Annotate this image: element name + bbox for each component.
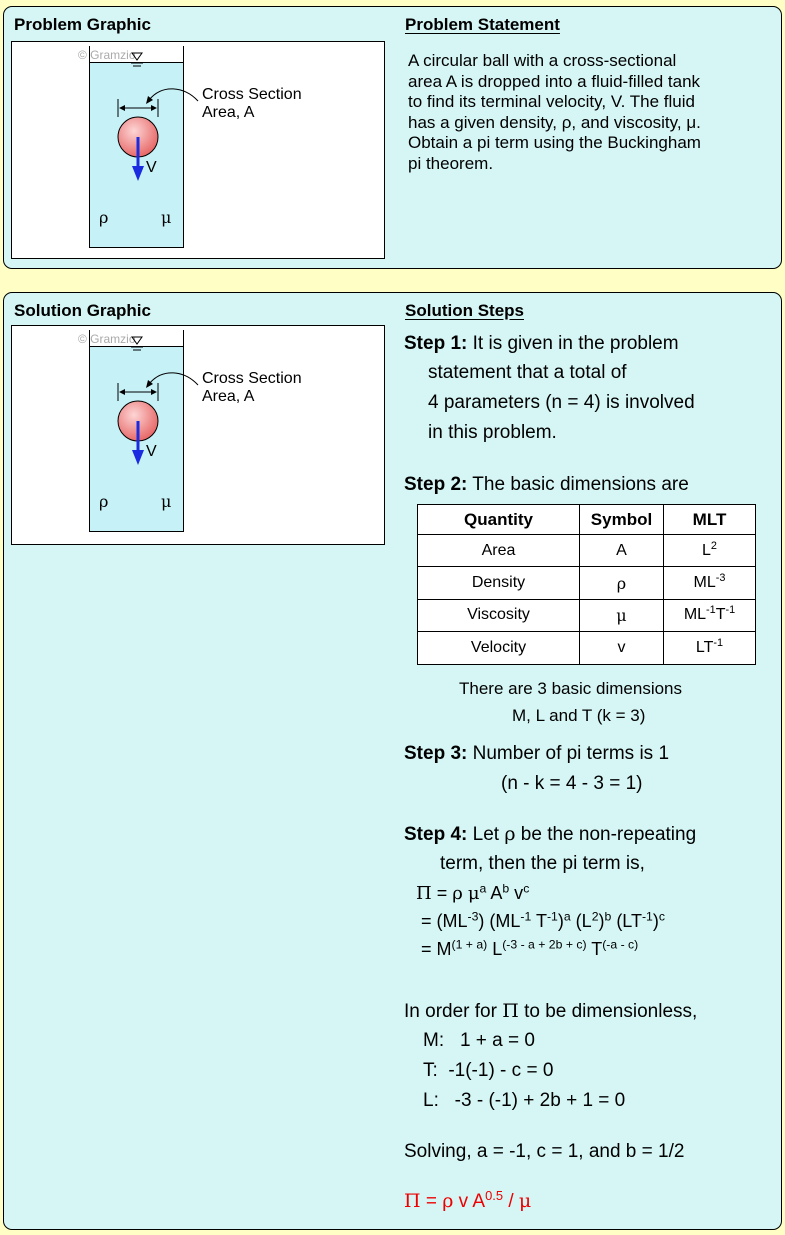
pi-definition: Π = ρ $\mu^a$ $A^b$ $v^c$ xyxy=(416,881,530,904)
area-label: Area, A xyxy=(202,104,255,121)
header-quantity: Quantity xyxy=(418,505,580,535)
equation-m: M: 1 + a = 0 xyxy=(423,1030,535,1051)
dimensions-table xyxy=(417,504,756,665)
solution-graphic-title: Solution Graphic xyxy=(14,301,151,320)
diameter-dimension xyxy=(118,99,158,117)
velocity-label: V xyxy=(146,159,157,176)
step1-line1: Step 1: It is given in the problem xyxy=(404,333,679,354)
equation-l: L: -3 - (-1) + 2b + 1 = 0 xyxy=(423,1090,626,1111)
diameter-dimension xyxy=(118,383,158,401)
equation-t: T: -1(-1) - c = 0 xyxy=(423,1060,554,1081)
table-row xyxy=(418,535,756,567)
table-row xyxy=(418,567,756,599)
solving-line: Solving, a = -1, c = 1, and b = 1/2 xyxy=(404,1141,685,1162)
cell-mlt: $ML^{-3}$ xyxy=(664,567,756,599)
free-surface-icon xyxy=(131,53,143,66)
step3-equation: (n - k = 4 - 3 = 1) xyxy=(501,773,643,794)
velocity-label: V xyxy=(146,443,157,460)
cell-mlt: $L^2$ xyxy=(664,535,756,567)
header-mlt: MLT xyxy=(664,505,756,535)
step2-label: Step 2: xyxy=(404,474,468,495)
tank-drawing xyxy=(12,326,384,542)
cell-quantity: Area xyxy=(418,535,580,567)
cell-symbol: μ xyxy=(580,599,664,631)
leader-line xyxy=(149,373,198,385)
leader-line xyxy=(149,89,198,101)
cell-quantity: Density xyxy=(418,567,580,599)
cross-section-label: Cross Section xyxy=(202,86,302,103)
problem-panel xyxy=(3,6,782,269)
dimensionless-line: In order for Π to be dimensionless, xyxy=(404,1000,698,1022)
basic-dims-line1: There are 3 basic dimensions xyxy=(459,679,683,698)
basic-dims-line2: M, L and T (k = 3) xyxy=(512,706,646,725)
tank-drawing xyxy=(12,42,384,258)
solution-steps-title: Solution Steps xyxy=(405,301,524,320)
cell-mlt: $LT^{-1}$ xyxy=(664,632,756,664)
step2-line: Step 2: The basic dimensions are xyxy=(404,474,689,495)
solution-graphic xyxy=(11,325,385,545)
table-header-row xyxy=(418,505,756,535)
cell-quantity: Velocity xyxy=(418,632,580,664)
step1-label: Step 1: xyxy=(404,333,468,354)
step1-line4: in this problem. xyxy=(428,422,557,443)
problem-graphic-title: Problem Graphic xyxy=(14,15,151,34)
step4-label: Step 4: xyxy=(404,824,468,845)
viscosity-symbol: μ xyxy=(161,492,172,511)
viscosity-symbol: μ xyxy=(161,208,172,227)
problem-graphic xyxy=(11,41,385,259)
density-symbol: ρ xyxy=(99,208,109,227)
problem-statement-text: A circular ball with a cross-sectional area A is dropped into a fluid-filled tank to find its terminal velocity, V. The fluid has a given density, ρ, and viscosity, μ. Obtain a pi term using the Buckingham pi theorem. xyxy=(408,51,701,173)
cell-mlt: $ML^{-1}T^{-1}$ xyxy=(664,599,756,631)
final-answer: Π = ρ v $A^{0.5}$ / μ xyxy=(404,1187,532,1212)
header-symbol: Symbol xyxy=(580,505,664,535)
step1-line3: 4 parameters (n = 4) is involved xyxy=(428,392,695,413)
step1-line2: statement that a total of xyxy=(428,362,627,383)
problem-statement-title: Problem Statement xyxy=(405,15,560,34)
step4-line1: Step 4: Let ρ be the non-repeating xyxy=(404,823,697,845)
table-row xyxy=(418,632,756,664)
cell-symbol: A xyxy=(580,535,664,567)
watermark: © Gramzio xyxy=(78,48,136,62)
cell-symbol: v xyxy=(580,632,664,664)
step3-label: Step 3: xyxy=(404,743,468,764)
area-label: Area, A xyxy=(202,388,255,405)
table-row xyxy=(418,599,756,631)
pi-expansion: = $(ML^{-3})$ ($ML^{-1}$ $T^{-1})^a$ $(L^2)^b$ $(LT^{-1})^c$ xyxy=(421,909,665,931)
density-symbol: ρ xyxy=(99,492,109,511)
watermark: © Gramzio xyxy=(78,332,136,346)
pi-exponents: = $M^{(1 + a)}$ $L^{(-3 - a + 2b + c)}$ $T^{(-a - c)}$ xyxy=(421,937,639,959)
free-surface-icon xyxy=(131,337,143,350)
cross-section-label: Cross Section xyxy=(202,370,302,387)
cell-symbol: ρ xyxy=(580,567,664,599)
step4-line2: term, then the pi term is, xyxy=(440,853,645,874)
step3-line: Step 3: Number of pi terms is 1 xyxy=(404,743,670,764)
cell-quantity: Viscosity xyxy=(418,599,580,631)
